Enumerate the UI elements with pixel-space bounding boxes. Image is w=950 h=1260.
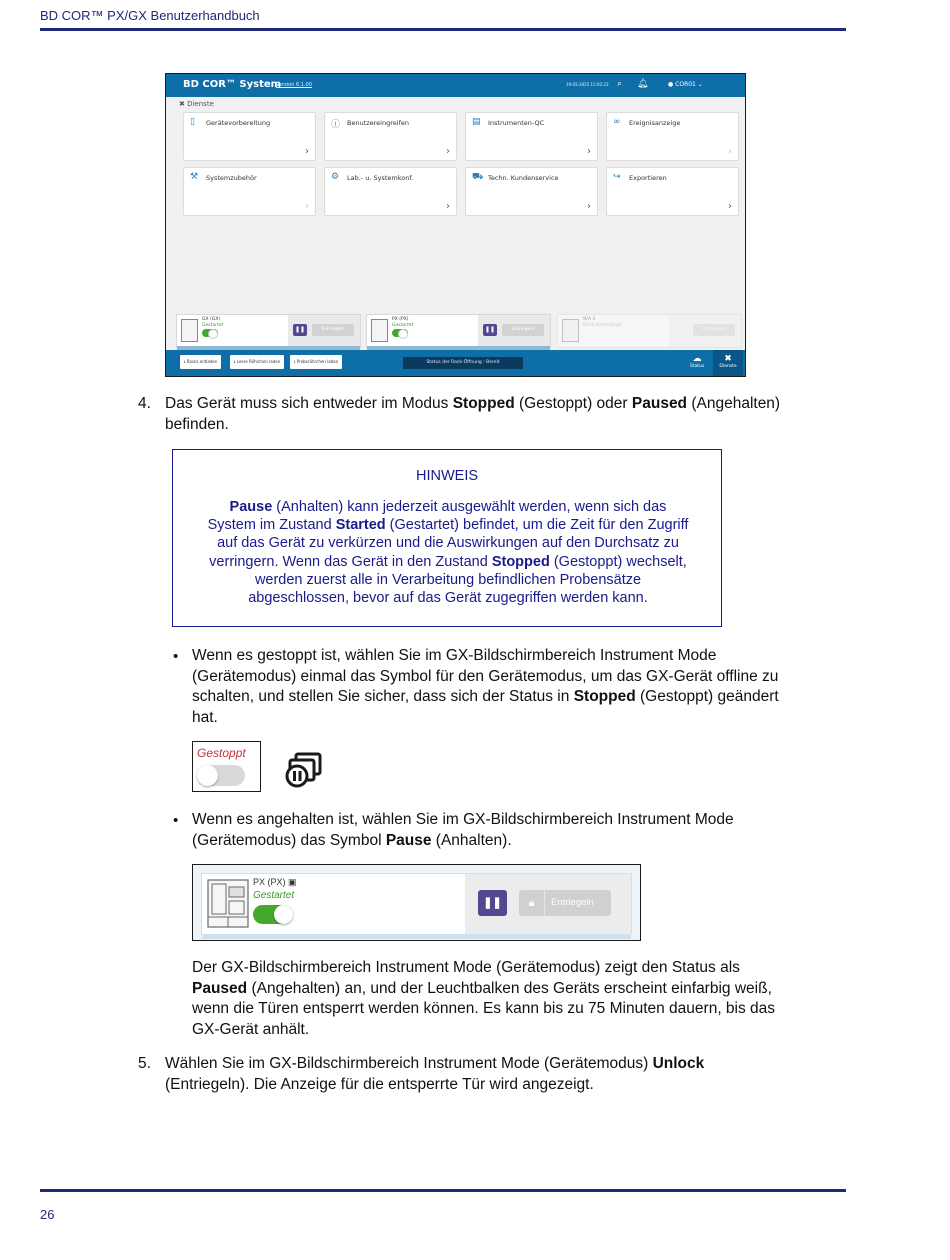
app-header-bar <box>166 74 745 97</box>
instrument-card <box>201 873 632 935</box>
instrument-name: N/A 3 <box>583 317 596 322</box>
tile-label: Instrumenten-QC <box>488 119 545 127</box>
unlock-button[interactable]: Entriegeln <box>312 324 354 336</box>
instrument-controls <box>669 315 741 347</box>
instrument-image <box>181 319 198 342</box>
tile-user-intervention[interactable] <box>324 112 457 161</box>
text: wenn die Türen entsperrt werden können. Es kann bis zu 75 Minuten dauern, bis das <box>192 1000 776 1017</box>
version-link[interactable]: Version 6.1.00 <box>276 82 312 88</box>
stopped-label: Gestoppt <box>197 746 246 760</box>
text: (Anhalten) kann jederzeit ausgewählt werden, wenn sich das <box>272 499 667 515</box>
bullet-2-text <box>192 810 852 851</box>
button-label: Racks entladen <box>186 359 218 364</box>
tile-export[interactable] <box>606 167 739 216</box>
pause-button[interactable] <box>478 890 507 916</box>
tile-events[interactable] <box>606 112 739 161</box>
tile-label: Gerätevorbereitung <box>206 119 271 127</box>
instrument-mode-toggle[interactable] <box>197 765 245 786</box>
user-menu[interactable]: ● COR01 ⌄ <box>668 81 703 88</box>
tile-customer-service[interactable] <box>465 167 598 216</box>
text: (Gerätemodus) das Symbol <box>192 831 386 849</box>
text: (Entriegeln). Die Anzeige für die entsperrte Tür wird angezeigt. <box>165 1075 594 1093</box>
chevron-right-icon: › <box>587 146 591 157</box>
datetime-display: 19-05-2025 15:02:23 <box>566 82 609 87</box>
chevron-right-icon: › <box>305 146 309 157</box>
tile-label: Systemzubehör <box>206 174 257 182</box>
instrument-status: Gestartet <box>202 323 224 328</box>
unlock-button[interactable] <box>519 890 611 916</box>
text-bold: Stopped <box>491 553 550 570</box>
instrument-controls <box>465 874 631 934</box>
chevron-right-icon: › <box>446 201 450 212</box>
tab-label: Status <box>689 364 705 369</box>
tile-accessories[interactable] <box>183 167 316 216</box>
text: verringern. Wenn das Gerät in den Zustand <box>209 553 492 570</box>
instrument-name-text: PX (PX) <box>253 877 286 887</box>
paused-description <box>192 958 852 1040</box>
document-header-title: BD COR™ PX/GX Benutzerhandbuch <box>40 8 260 23</box>
chevron-right-icon: › <box>728 201 732 212</box>
text: abgeschlossen, bevor auf das Gerät zugegriffen werden kann. <box>248 590 648 607</box>
device-prep-icon: ▯ <box>190 117 195 127</box>
instrument-name: PX (PX) <box>392 317 409 322</box>
tab-status[interactable] <box>682 350 712 377</box>
bullet-1-text <box>192 646 852 728</box>
section-label: Dienste <box>187 100 214 108</box>
tile-label: Benutzereingreifen <box>347 119 409 127</box>
instrument-controls <box>478 315 550 347</box>
instrument-mode-icon[interactable] <box>284 752 324 788</box>
rack-status: Status der Rack-Öffnung : Bereit <box>403 357 523 369</box>
load-empty-tubes-button[interactable]: ⭳ Leere Röhrchen laden <box>230 355 284 369</box>
instrument-name: GX (GX) <box>202 317 221 322</box>
pause-button[interactable]: ❚❚ <box>483 324 497 336</box>
section-title: ✖︎ Dienste <box>179 100 214 108</box>
chevron-right-icon: › <box>305 201 309 212</box>
chevron-right-icon: › <box>728 146 732 157</box>
instrument-status: Gestartet <box>392 323 414 328</box>
stopped-status-widget <box>192 741 261 792</box>
user-name: COR01 <box>675 81 696 88</box>
text: (Gestoppt) geändert <box>635 688 779 705</box>
text: Wenn es gestoppt ist, wählen Sie im GX-Bildschirmbereich Instrument Mode <box>192 647 717 664</box>
step-5-text <box>165 1054 865 1095</box>
export-icon: ↪ <box>613 172 621 182</box>
tile-label: Ereignisanzeige <box>629 119 681 127</box>
events-icon: ∞ <box>613 117 621 127</box>
app-bottom-bar <box>166 350 745 377</box>
text-bold: Pause <box>385 831 432 849</box>
cloud-icon: ☁︎ <box>692 354 702 364</box>
text: auf das Gerät zu verkürzen und die Auswirkungen auf den Durchsatz zu <box>217 535 679 552</box>
tab-label: Dienste <box>719 364 737 369</box>
text-bold: Started <box>335 517 386 534</box>
text: Wenn es angehalten ist, wählen Sie im GX-Bildschirmbereich Instrument Mode <box>192 811 734 828</box>
text: befinden. <box>165 415 229 433</box>
search-icon[interactable]: ⌕ <box>617 79 623 89</box>
note-body <box>189 498 707 607</box>
text: Wählen Sie im GX-Bildschirmbereich Instrument Mode (Gerätemodus) <box>165 1055 653 1072</box>
tile-instrument-qc[interactable] <box>465 112 598 161</box>
instrument-status: Gestartet <box>253 890 295 901</box>
instrument-name <box>253 877 297 888</box>
instrument-mode-icon: ▣ <box>288 877 297 887</box>
pause-button[interactable]: ❚❚ <box>293 324 307 336</box>
unlock-button[interactable]: Entriegeln <box>693 324 735 336</box>
text: GX-Gerät anhält. <box>192 1020 310 1038</box>
text: Das Gerät muss sich entweder im Modus <box>165 395 453 412</box>
text-bold: Paused <box>631 395 688 412</box>
button-label: Leere Röhrchen laden <box>236 359 281 364</box>
alert-icon: ⓘ <box>331 120 341 130</box>
unlock-button[interactable]: Entriegeln <box>502 324 544 336</box>
bullet-dot: • <box>173 812 179 829</box>
instrument-controls <box>288 315 360 347</box>
text: (Gerätemodus) einmal das Symbol für den Gerätemodus, um das GX-Gerät offline zu <box>192 667 779 685</box>
tile-label: Lab.- u. Systemkonf. <box>347 174 414 182</box>
text: (Angehalten) <box>687 395 781 412</box>
text: hat. <box>192 708 218 726</box>
tile-device-prep[interactable] <box>183 112 316 161</box>
tile-lab-config[interactable] <box>324 167 457 216</box>
instrument-card-na <box>557 314 742 348</box>
text: (Angehalten) an, und der Leuchtbalken des Geräts erscheint einfarbig weiß, <box>247 979 772 997</box>
instrument-status: Nicht Beschäftigt <box>583 323 622 328</box>
instrument-mode-toggle[interactable] <box>392 329 408 337</box>
text: (Gestartet) befindet, um die Zeit für den Zugriff <box>385 517 689 534</box>
footer-divider <box>40 1189 846 1192</box>
instrument-mode-toggle[interactable] <box>253 905 293 924</box>
instrument-light-bar <box>202 934 631 939</box>
instrument-card-px <box>366 314 551 348</box>
config-icon: ⚙ <box>331 172 340 182</box>
tools-icon: ✖︎ <box>724 354 732 364</box>
instrument-image <box>562 319 579 342</box>
button-label: Proberöhrchen laden <box>296 359 339 364</box>
app-title: BD COR™ System <box>183 79 282 90</box>
instrument-mode-toggle[interactable] <box>202 329 218 337</box>
text: (Anhalten). <box>431 831 512 849</box>
load-sample-tubes-button[interactable]: ⭳ Proberöhrchen laden <box>290 355 342 369</box>
bell-icon[interactable]: 🔔︎ <box>637 79 649 89</box>
instrument-mode-widget <box>192 864 641 941</box>
tile-label: Techn. Kundenservice <box>488 174 559 182</box>
text-bold: Paused <box>192 979 248 997</box>
lock-icon: 🔒︎ <box>519 890 545 916</box>
text-bold: Stopped <box>573 688 636 705</box>
text: werden zuerst alle in Verarbeitung befindlichen Probensätze <box>254 571 642 588</box>
text: schalten, und stellen Sie sicher, dass sich der Status in <box>192 688 574 705</box>
bullet-dot: • <box>173 648 179 665</box>
text-bold: Unlock <box>652 1055 705 1072</box>
text-bold: Stopped <box>452 395 515 412</box>
text: System im Zustand <box>207 517 336 534</box>
system-screenshot <box>165 73 746 377</box>
qc-icon: ▤ <box>472 117 481 127</box>
pause-icon: ❚❚ <box>483 897 502 909</box>
instrument-image <box>207 879 249 928</box>
text: (Gestoppt) oder <box>514 395 632 412</box>
text-bold: Pause <box>229 499 273 515</box>
tile-label: Exportieren <box>629 174 667 182</box>
page-number: 26 <box>40 1207 55 1222</box>
step-number: 5. <box>138 1055 151 1072</box>
step-4-text <box>165 394 865 435</box>
chevron-right-icon: › <box>587 201 591 212</box>
chevron-right-icon: › <box>446 146 450 157</box>
unlock-label: Entriegeln <box>551 897 594 908</box>
text: (Gestoppt) wechselt, <box>549 553 687 570</box>
step-number: 4. <box>138 395 151 412</box>
note-title: HINWEIS <box>415 468 479 484</box>
header-divider <box>40 28 846 31</box>
text: Der GX-Bildschirmbereich Instrument Mode (Gerätemodus) zeigt den Status als <box>192 959 740 976</box>
wrench-icon: ⚒ <box>190 172 199 182</box>
unload-racks-button[interactable]: ⭳ Racks entladen <box>180 355 221 369</box>
instrument-image <box>371 319 388 342</box>
service-icon: ⛟ <box>472 172 484 182</box>
instrument-card-gx <box>176 314 361 348</box>
tab-services[interactable] <box>713 350 743 377</box>
note-box <box>172 449 722 627</box>
